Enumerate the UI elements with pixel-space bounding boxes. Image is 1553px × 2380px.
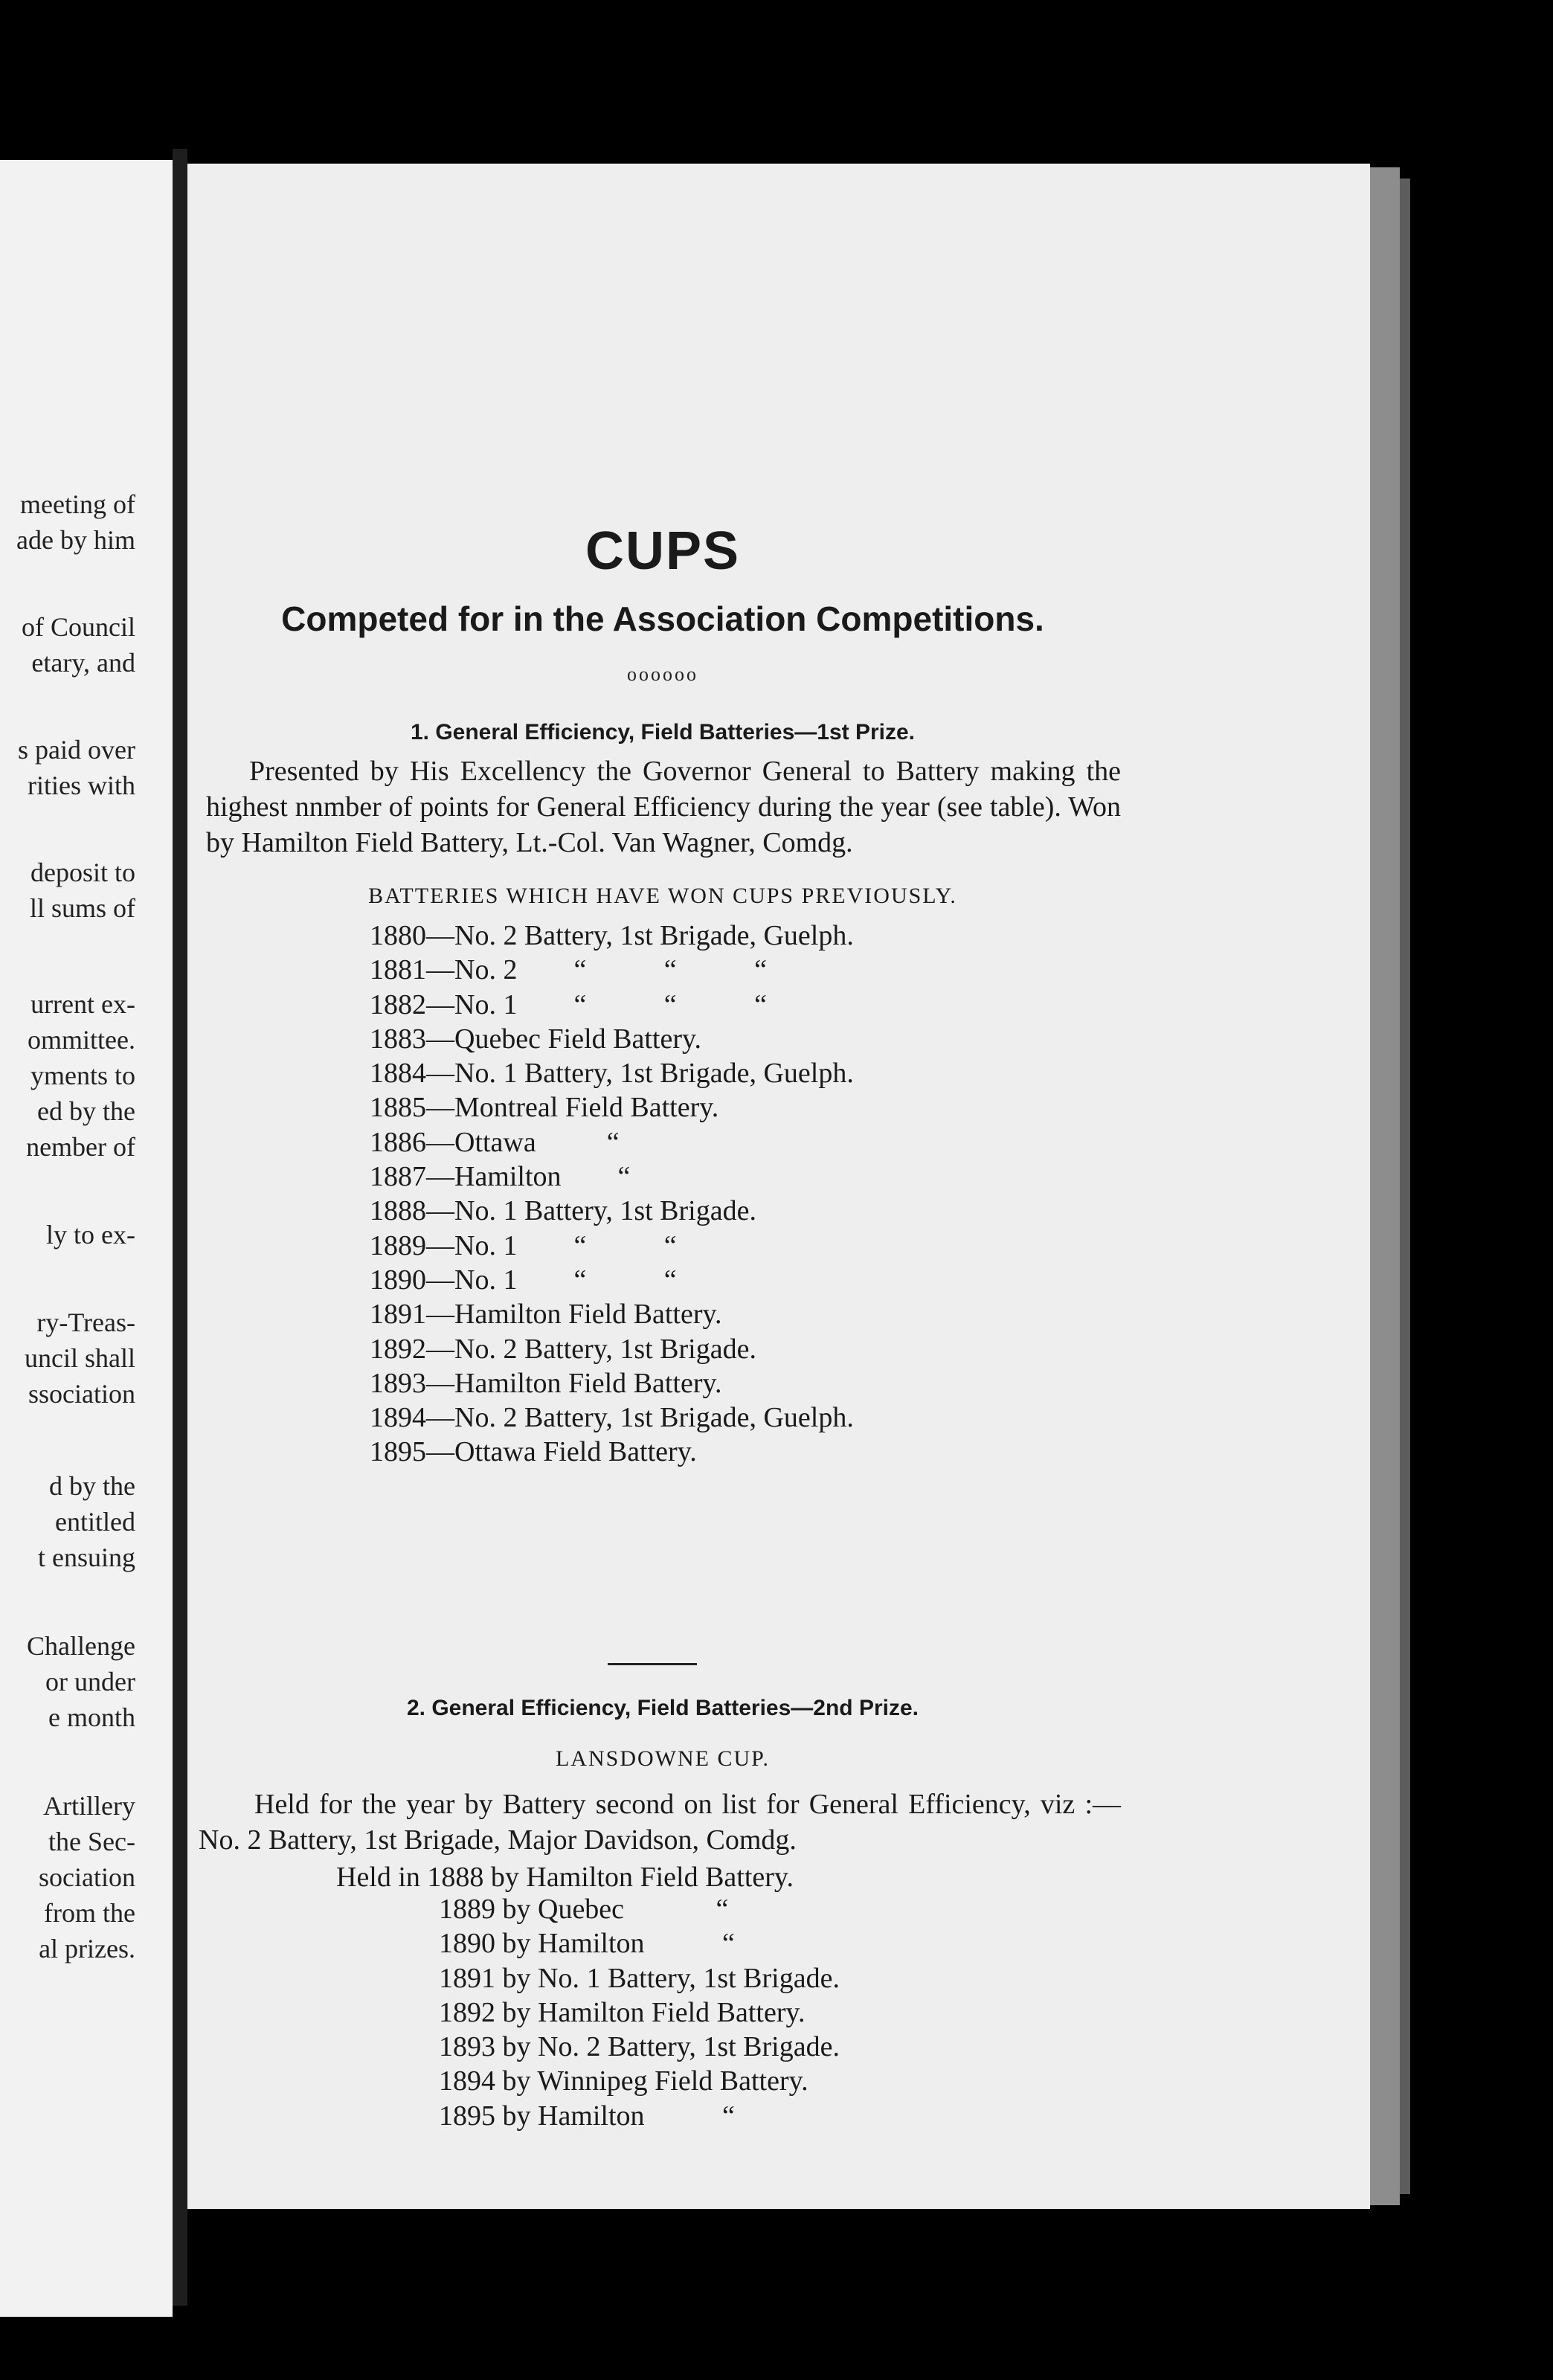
winner-year: 1886 xyxy=(370,1126,426,1158)
winner-row xyxy=(370,1229,854,1263)
section-2-paragraph xyxy=(199,1786,1121,1858)
winner-text: —No. 1 “ “ xyxy=(426,1229,677,1261)
winner-year: 1895 xyxy=(370,1436,426,1468)
left-text-line: e month xyxy=(48,1702,135,1732)
winner-year: 1883 xyxy=(370,1023,426,1055)
left-text-line: from the xyxy=(44,1898,135,1928)
left-text-line: al prizes. xyxy=(39,1934,135,1964)
held-row: 1889 by Quebec “ xyxy=(439,1894,729,1925)
winner-row xyxy=(370,1400,854,1435)
left-text-line: ry-Treas- xyxy=(36,1308,135,1337)
winner-text: —No. 2 “ “ “ xyxy=(426,954,768,986)
left-text-line: sociation xyxy=(39,1862,135,1892)
page-edge-shadow xyxy=(1400,178,1410,2194)
winner-row xyxy=(370,1194,854,1228)
winner-text: —No. 1 “ “ “ xyxy=(426,988,768,1020)
section-divider-rule xyxy=(608,1663,697,1665)
left-text-line: etary, and xyxy=(31,648,135,678)
winner-text: —No. 1 Battery, 1st Brigade, Guelph. xyxy=(426,1058,854,1090)
main-page xyxy=(187,164,1370,2209)
winners-list xyxy=(370,919,854,1470)
left-text-line: deposit to xyxy=(30,858,135,887)
winner-year: 1882 xyxy=(370,988,426,1020)
winner-row xyxy=(370,988,854,1022)
winner-row xyxy=(370,1090,854,1125)
left-text-line: d by the xyxy=(49,1471,135,1501)
left-text-line: urrent ex- xyxy=(30,989,135,1019)
winner-text: —No. 2 Battery, 1st Brigade, Guelph. xyxy=(426,920,854,951)
winner-year: 1885 xyxy=(370,1092,426,1124)
section-1-heading: 1. General Efficiency, Field Batteries—1st Prize. xyxy=(410,720,916,744)
page-subtitle: Competed for in the Association Competitions. xyxy=(281,599,1044,638)
left-text-line: yments to xyxy=(30,1061,135,1090)
cup-name: LANSDOWNE CUP. xyxy=(555,1746,770,1771)
left-text-line: t ensuing xyxy=(38,1543,135,1572)
winner-year: 1889 xyxy=(370,1229,426,1261)
winner-row xyxy=(370,1297,854,1331)
section-1-paragraph xyxy=(206,753,1121,861)
winner-row xyxy=(370,953,854,987)
left-text-line: or under xyxy=(45,1667,135,1696)
winner-year: 1890 xyxy=(370,1264,426,1296)
winner-text: —Quebec Field Battery. xyxy=(426,1023,702,1055)
winner-row xyxy=(370,1263,854,1297)
winner-row xyxy=(370,1022,854,1056)
left-text-line: uncil shall xyxy=(25,1343,135,1373)
winner-text: —Hamilton “ xyxy=(426,1161,631,1193)
held-row: 1891 by No. 1 Battery, 1st Brigade. xyxy=(439,1962,840,1994)
winner-row xyxy=(370,919,854,953)
winner-year: 1891 xyxy=(370,1299,426,1331)
winner-text: —Hamilton Field Battery. xyxy=(426,1367,722,1399)
winner-text: —Montreal Field Battery. xyxy=(426,1092,719,1124)
section-1-paragraph-text: Presented by His Excellency the Governor General to Battery making the highest nnmber of points for General Efficiency during the year (see table). Won by Hamilton Field Battery, Lt.-Col. Van Wagner, Comdg. xyxy=(206,756,1121,858)
left-text-line: ade by him xyxy=(16,525,135,555)
page-title: CUPS xyxy=(585,521,741,581)
left-text-line: the Sec- xyxy=(48,1827,135,1856)
winner-row xyxy=(370,1160,854,1194)
winners-heading: BATTERIES WHICH HAVE WON CUPS PREVIOUSLY. xyxy=(368,884,957,908)
left-text-line: ommittee. xyxy=(28,1025,135,1055)
held-row: 1892 by Hamilton Field Battery. xyxy=(439,1996,806,2028)
winner-row xyxy=(370,1056,854,1090)
winner-year: 1893 xyxy=(370,1367,426,1399)
left-text-line: rities with xyxy=(28,771,135,800)
section-2-heading: 2. General Efficiency, Field Batteries—2nd Prize. xyxy=(406,1696,919,1720)
winner-text: —No. 1 “ “ xyxy=(426,1264,677,1296)
left-text-line: ssociation xyxy=(28,1379,135,1409)
left-text-line: meeting of xyxy=(20,489,135,519)
section-2-paragraph-text: Held for the year by Battery second on list for General Efficiency, viz :—No. 2 Battery, 1st Brigade, Major Davidson, Comdg. xyxy=(199,1789,1121,1856)
winner-year: 1881 xyxy=(370,954,426,986)
winner-text: —Ottawa “ xyxy=(426,1126,620,1158)
winner-text: —No. 2 Battery, 1st Brigade, Guelph. xyxy=(426,1402,854,1434)
left-text-line: Artillery xyxy=(43,1791,135,1821)
held-row: 1890 by Hamilton “ xyxy=(439,1928,735,1960)
book-gutter xyxy=(173,149,187,2306)
held-row: 1893 by No. 2 Battery, 1st Brigade. xyxy=(439,2031,840,2063)
left-text-line: ed by the xyxy=(37,1096,135,1126)
winner-row xyxy=(370,1366,854,1400)
winner-row xyxy=(370,1125,854,1160)
page-content xyxy=(187,164,1370,2209)
held-row: 1895 by Hamilton “ xyxy=(439,2100,735,2132)
left-page-fragment xyxy=(0,160,173,2317)
winner-text: —Ottawa Field Battery. xyxy=(426,1436,697,1468)
left-text-line: of Council xyxy=(22,612,135,642)
ornament-divider: oooooo xyxy=(627,663,698,685)
winner-text: —No. 2 Battery, 1st Brigade. xyxy=(426,1333,756,1365)
left-text-line: s paid over xyxy=(18,735,135,765)
page-edge xyxy=(1370,167,1400,2205)
winner-year: 1894 xyxy=(370,1402,426,1434)
winner-year: 1892 xyxy=(370,1333,426,1365)
winner-text: —Hamilton Field Battery. xyxy=(426,1299,722,1331)
left-text-line: ll sums of xyxy=(29,893,135,923)
winner-year: 1884 xyxy=(370,1058,426,1090)
left-text-line: ly to ex- xyxy=(46,1220,135,1250)
left-text-line: entitled xyxy=(55,1507,135,1537)
winner-text: —No. 1 Battery, 1st Brigade. xyxy=(426,1195,756,1227)
winner-year: 1880 xyxy=(370,920,426,951)
winner-row xyxy=(370,1332,854,1366)
left-text-line: nember of xyxy=(26,1132,135,1162)
winner-year: 1888 xyxy=(370,1195,426,1227)
held-list xyxy=(439,1892,840,2133)
held-first-line: Held in 1888 by Hamilton Field Battery. xyxy=(336,1862,794,1893)
winner-year: 1887 xyxy=(370,1161,426,1193)
held-row: 1894 by Winnipeg Field Battery. xyxy=(439,2065,808,2097)
winner-row xyxy=(370,1435,854,1469)
left-text-line: Challenge xyxy=(27,1631,135,1661)
